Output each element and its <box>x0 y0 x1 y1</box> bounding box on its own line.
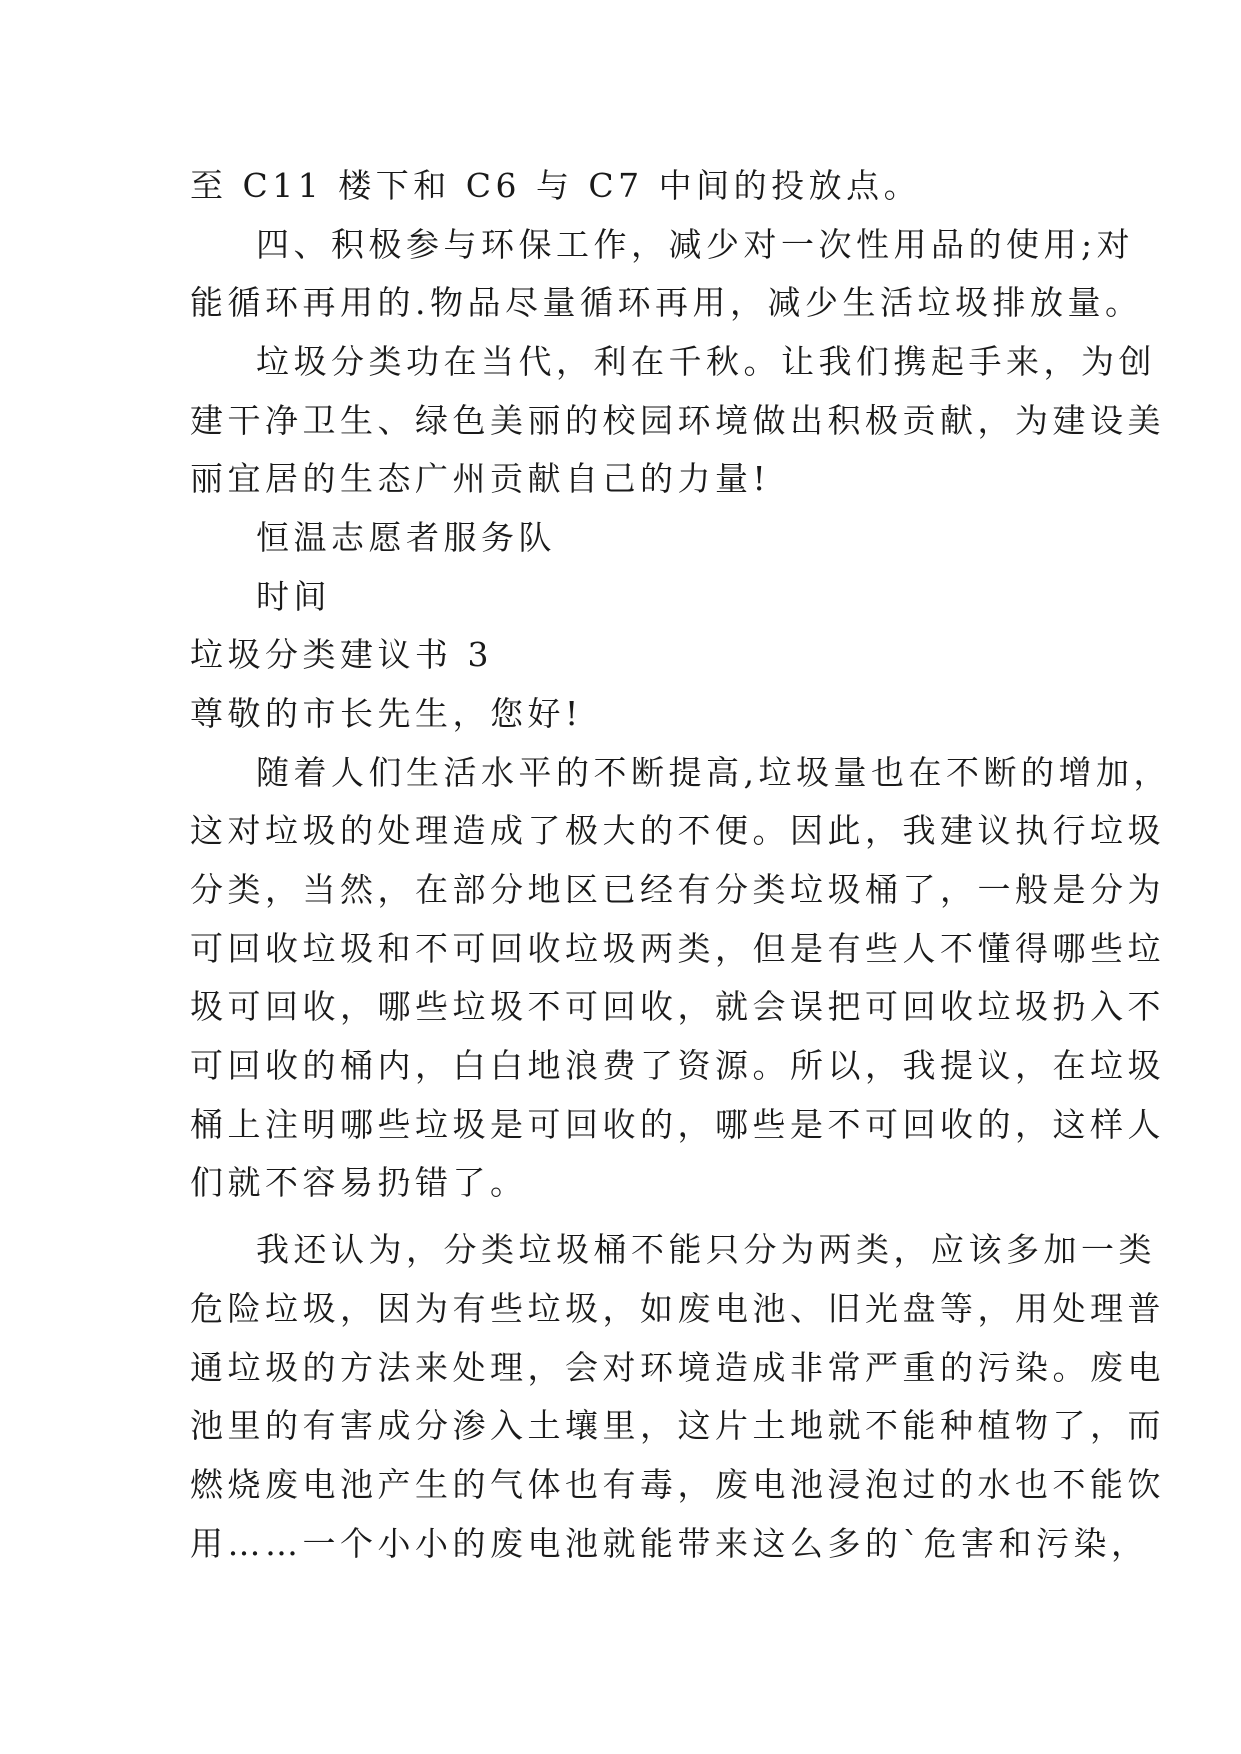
text-line: 可回收的桶内，白白地浪费了资源。所以，我提议，在垃圾 <box>190 1046 1165 1085</box>
text-line: 建干净卫生、绿色美丽的校园环境做出积极贡献，为建设美 <box>190 401 1165 440</box>
signature-date-label: 时间 <box>256 577 331 616</box>
text-line: 通垃圾的方法来处理，会对环境造成非常严重的污染。废电 <box>190 1348 1165 1387</box>
text-line: 我还认为，分类垃圾桶不能只分为两类，应该多加一类 <box>256 1230 1156 1269</box>
text-line: 危险垃圾，因为有些垃圾，如废电池、旧光盘等，用处理普 <box>190 1289 1165 1328</box>
text-line: 这对垃圾的处理造成了极大的不便。因此，我建议执行垃圾 <box>190 811 1165 850</box>
section-heading: 垃圾分类建议书 3 <box>190 635 493 674</box>
text-line: 随着人们生活水平的不断提高,垃圾量也在不断的增加， <box>256 753 1171 792</box>
text-line: 四、积极参与环保工作，减少对一次性用品的使用;对 <box>256 225 1135 264</box>
text-line: 桶上注明哪些垃圾是可回收的，哪些是不可回收的，这样人 <box>190 1105 1165 1144</box>
text-line: 至 C11 楼下和 C6 与 C7 中间的投放点。 <box>190 166 922 205</box>
text-line: 圾可回收，哪些垃圾不可回收，就会误把可回收垃圾扔入不 <box>190 987 1165 1026</box>
salutation: 尊敬的市长先生，您好! <box>190 694 583 733</box>
text-line: 燃烧废电池产生的气体也有毒，废电池浸泡过的水也不能饮 <box>190 1465 1165 1504</box>
text-line: 们就不容易扔错了。 <box>190 1163 528 1202</box>
text-line: 用……一个小小的废电池就能带来这么多的`危害和污染， <box>190 1524 1149 1563</box>
text-line: 丽宜居的生态广州贡献自己的力量! <box>190 459 771 498</box>
text-line: 可回收垃圾和不可回收垃圾两类，但是有些人不懂得哪些垃 <box>190 929 1165 968</box>
text-line: 分类，当然，在部分地区已经有分类垃圾桶了，一般是分为 <box>190 870 1165 909</box>
text-line: 池里的有害成分渗入土壤里，这片土地就不能种植物了，而 <box>190 1406 1165 1445</box>
signature-organization: 恒温志愿者服务队 <box>256 518 556 557</box>
text-line: 能循环再用的.物品尽量循环再用，减少生活垃圾排放量。 <box>190 283 1143 322</box>
text-line: 垃圾分类功在当代，利在千秋。让我们携起手来，为创 <box>256 342 1156 381</box>
